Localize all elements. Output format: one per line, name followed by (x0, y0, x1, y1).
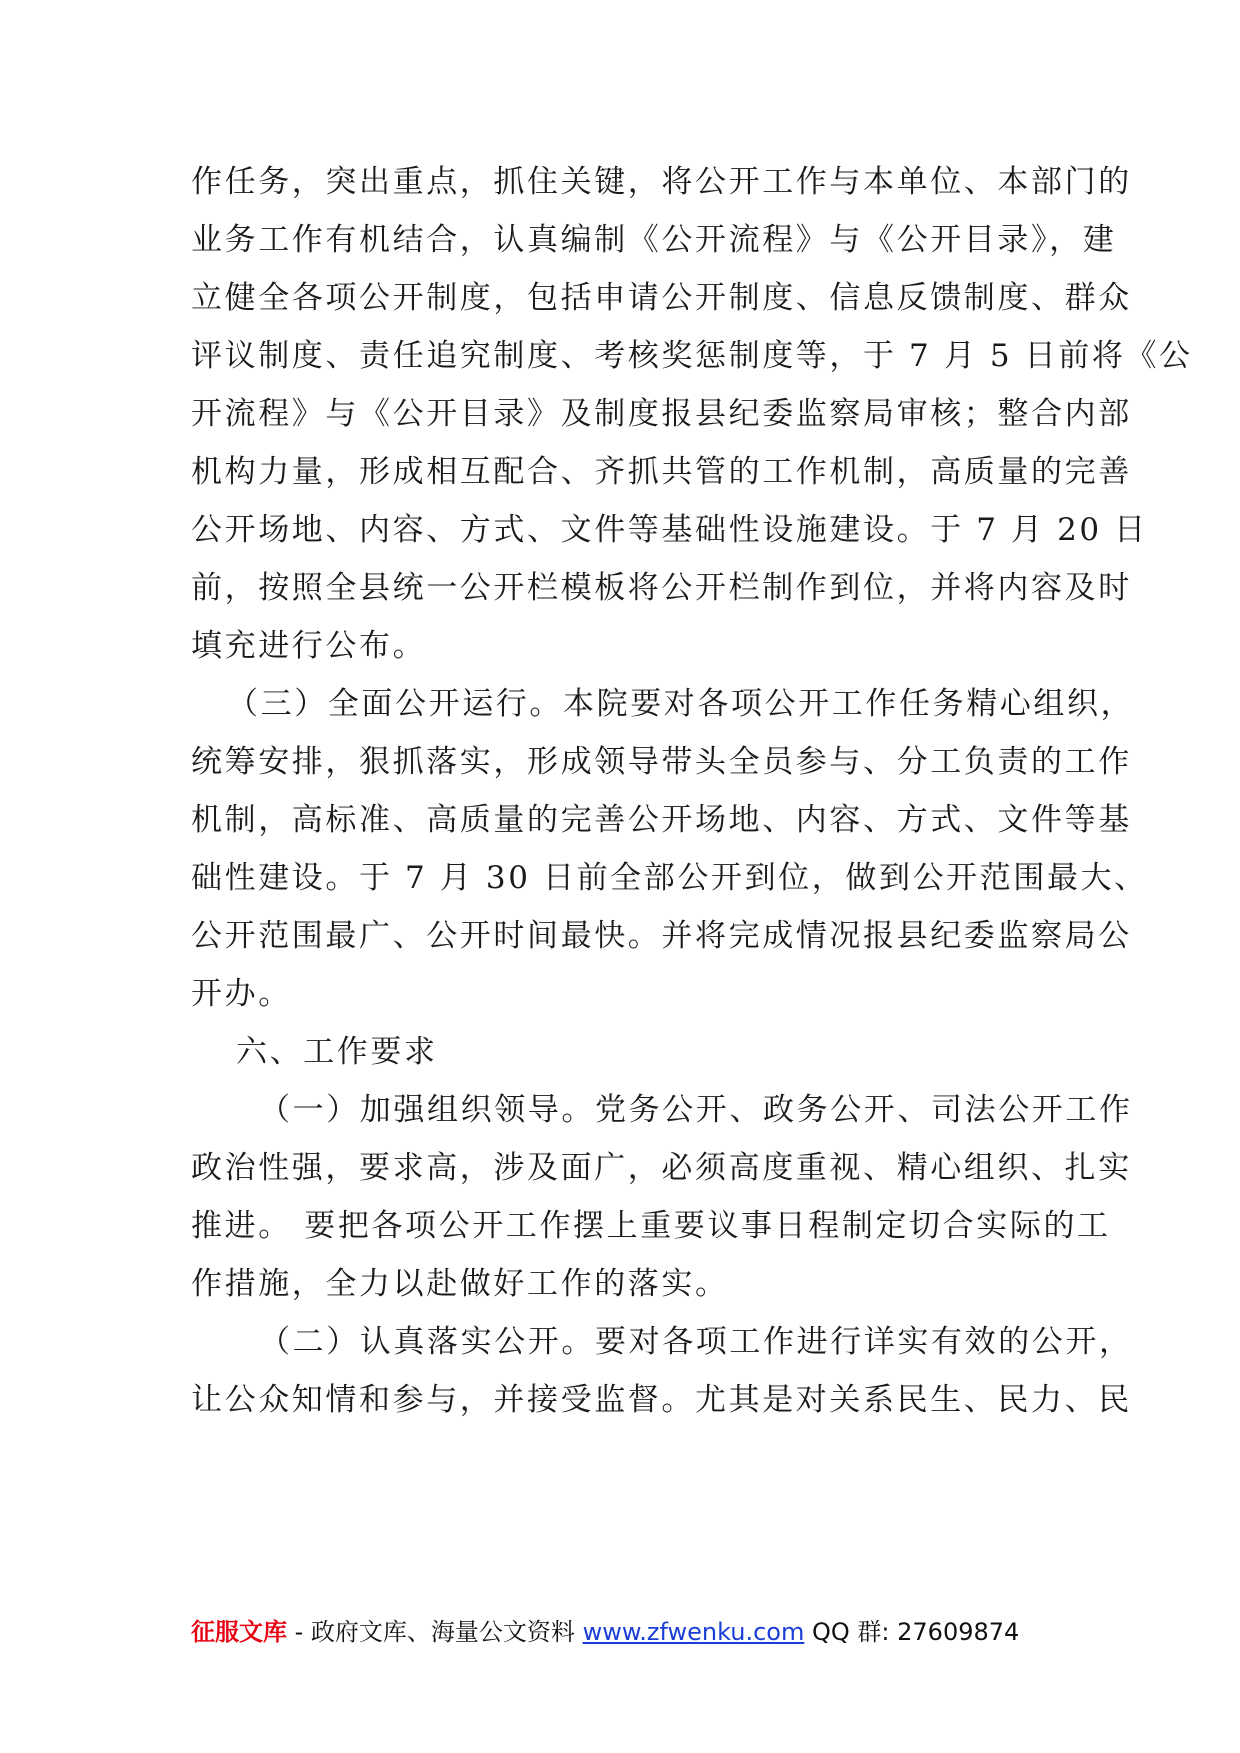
paragraph-line: 政治性强，要求高，涉及面广，必须高度重视、精心组织、扎实 (191, 1150, 1132, 1186)
paragraph-line: 填充进行公布。 (191, 628, 427, 664)
paragraph-line: 业务工作有机结合，认真编制《公开流程》与《公开目录》，建 (191, 222, 1117, 258)
paragraph-line: 推进。 要把各项公开工作摆上重要议事日程制定切合实际的工 (191, 1208, 1111, 1244)
brand-name: 征服文库 (191, 1618, 287, 1646)
qq-group: QQ 群: 27609874 (812, 1618, 1020, 1646)
paragraph-line: （二）认真落实公开。要对各项工作进行详实有效的公开， (259, 1324, 1133, 1360)
footer-tagline: 政府文库、海量公文资料 (310, 1618, 575, 1646)
paragraph-line: 公开场地、内容、方式、文件等基础性设施建设。于 7 月 20 日 (191, 512, 1148, 548)
paragraph-line: 统筹安排，狠抓落实，形成领导带头全员参与、分工负责的工作 (191, 744, 1132, 780)
paragraph-line: 开流程》与《公开目录》及制度报县纪委监察局审核；整合内部 (191, 396, 1132, 432)
paragraph-line: 立健全各项公开制度，包括申请公开制度、信息反馈制度、群众 (191, 280, 1132, 316)
paragraph-line: 作任务，突出重点，抓住关键，将公开工作与本单位、本部门的 (191, 164, 1132, 200)
paragraph-line: （三）全面公开运行。本院要对各项公开工作任务精心组织， (227, 686, 1135, 722)
paragraph-line: 开办。 (191, 976, 292, 1012)
paragraph-line: 前，按照全县统一公开栏模板将公开栏制作到位，并将内容及时 (191, 570, 1132, 606)
paragraph-line: 让公众知情和参与，并接受监督。尤其是对关系民生、民力、民 (191, 1382, 1132, 1418)
paragraph-line: 础性建设。于 7 月 30 日前全部公开到位，做到公开范围最大、 (191, 860, 1148, 896)
paragraph-line: 作措施，全力以赴做好工作的落实。 (191, 1266, 729, 1302)
paragraph-line: （一）加强组织领导。党务公开、政务公开、司法公开工作 (259, 1092, 1133, 1128)
footer-separator: - (287, 1618, 311, 1646)
paragraph-line: 机制，高标准、高质量的完善公开场地、内容、方式、文件等基 (191, 802, 1132, 838)
paragraph-line: 公开范围最广、公开时间最快。并将完成情况报县纪委监察局公 (191, 918, 1132, 954)
website-link[interactable]: www.zfwenku.com (582, 1618, 805, 1646)
paragraph-line: 机构力量，形成相互配合、齐抓共管的工作机制，高质量的完善 (191, 454, 1132, 490)
footer-banner (191, 1614, 1051, 1650)
section-heading: 六、工作要求 (236, 1034, 438, 1070)
paragraph-line: 评议制度、责任追究制度、考核奖惩制度等，于 7 月 5 日前将《公 (191, 338, 1193, 374)
